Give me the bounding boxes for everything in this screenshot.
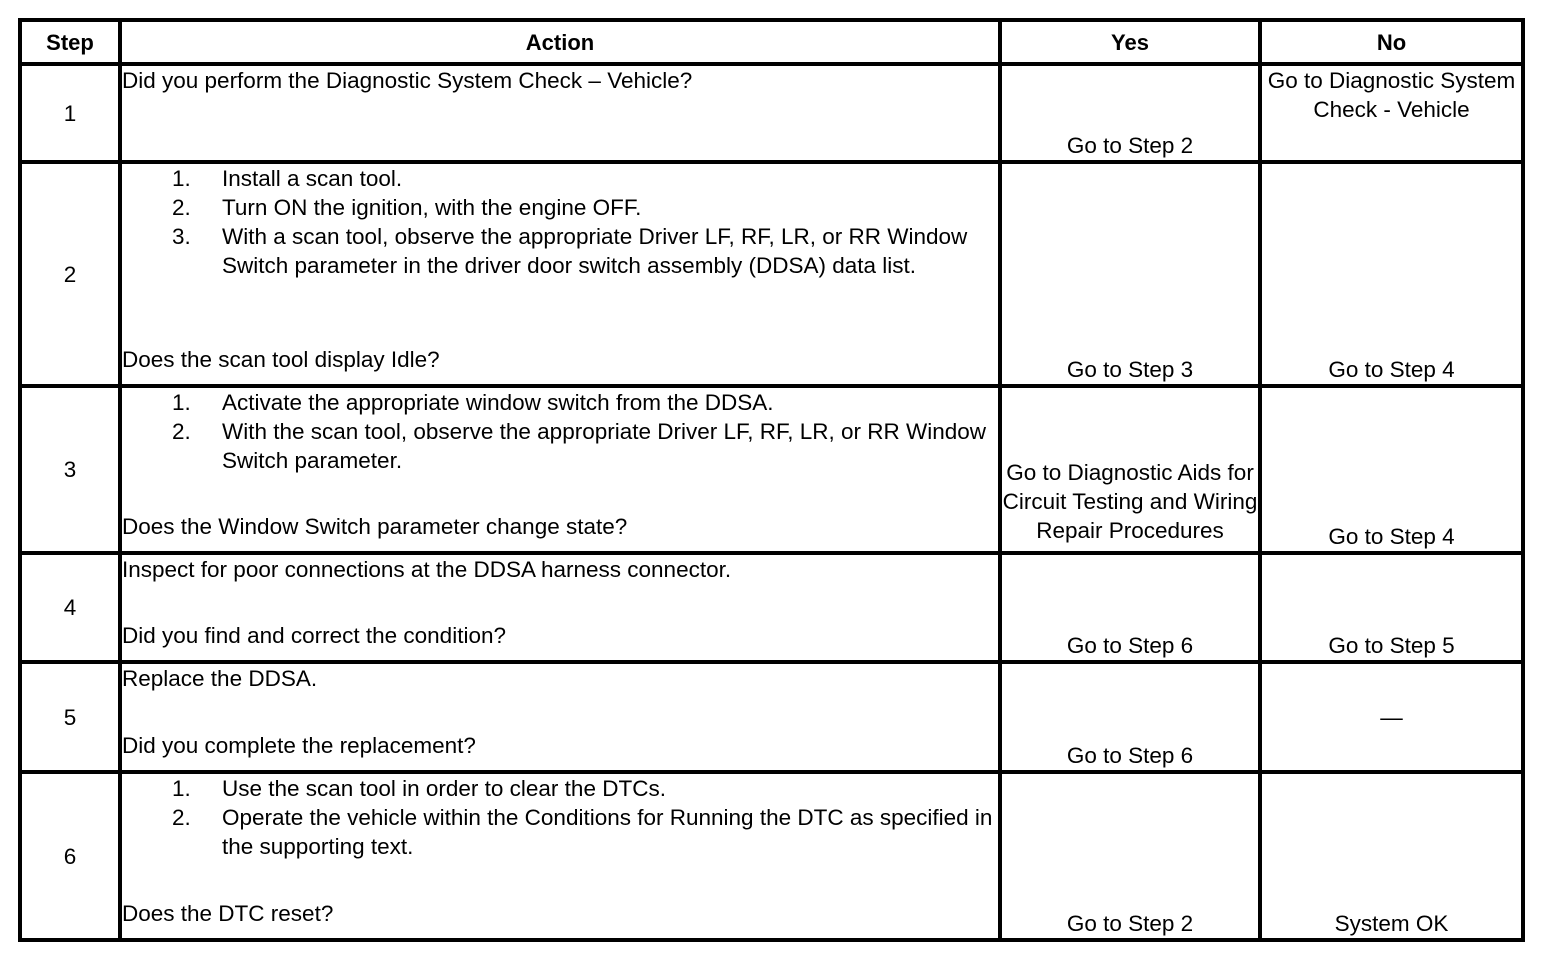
- action-steps: [122, 164, 998, 280]
- yes-result: Go to Step 6: [1000, 662, 1260, 772]
- step-number: 1: [20, 64, 120, 162]
- action-question: Did you complete the replacement?: [122, 733, 476, 758]
- action-cell: [120, 662, 1000, 772]
- yes-result: Go to Step 6: [1000, 553, 1260, 662]
- yes-result: Go to Step 3: [1000, 162, 1260, 386]
- no-result: Go to Diagnostic System Check - Vehicle: [1260, 64, 1523, 162]
- action-intro: Replace the DDSA.: [122, 666, 318, 691]
- list-item: [122, 388, 998, 417]
- step-item-text: With a scan tool, observe the appropriate Driver LF, RF, LR, or RR Window Switch parameter in the driver door switch assembly (DDSA) data list.: [222, 224, 968, 278]
- no-result: Go to Step 4: [1260, 386, 1523, 553]
- table-row: [20, 772, 1523, 940]
- action-question: Does the scan tool display Idle?: [122, 347, 440, 372]
- list-item: [122, 803, 998, 861]
- step-item-number: 1.: [172, 390, 191, 415]
- table-row: [20, 553, 1523, 662]
- yes-result: Go to Step 2: [1000, 772, 1260, 940]
- action-cell: [120, 162, 1000, 386]
- step-item-number: 1.: [172, 166, 191, 191]
- list-item: [122, 222, 998, 280]
- no-result: Go to Step 4: [1260, 162, 1523, 386]
- header-yes: Yes: [1000, 20, 1260, 64]
- diagnostic-table: [18, 18, 1525, 942]
- list-item: [122, 417, 998, 475]
- action-intro: Did you perform the Diagnostic System Check – Vehicle?: [122, 68, 693, 93]
- action-cell: [120, 772, 1000, 940]
- step-item-text: Install a scan tool.: [222, 166, 403, 191]
- step-item-number: 2.: [172, 195, 191, 220]
- action-cell: [120, 553, 1000, 662]
- action-question: Did you find and correct the condition?: [122, 623, 506, 648]
- no-result: Go to Step 5: [1260, 553, 1523, 662]
- no-result: System OK: [1260, 772, 1523, 940]
- action-cell: [120, 386, 1000, 553]
- action-intro: Inspect for poor connections at the DDSA harness connector.: [122, 557, 732, 582]
- step-item-number: 2.: [172, 419, 191, 444]
- action-steps: [122, 774, 998, 861]
- action-question: Does the DTC reset?: [122, 901, 334, 926]
- header-no: No: [1260, 20, 1523, 64]
- step-item-number: 2.: [172, 805, 191, 830]
- step-number: 3: [20, 386, 120, 553]
- step-item-text: With the scan tool, observe the appropriate Driver LF, RF, LR, or RR Window Switch parameter.: [222, 419, 987, 473]
- step-item-text: Activate the appropriate window switch from the DDSA.: [222, 390, 774, 415]
- step-item-number: 3.: [172, 224, 191, 249]
- list-item: [122, 193, 998, 222]
- table-row: [20, 386, 1523, 553]
- step-number: 5: [20, 662, 120, 772]
- table-row: [20, 662, 1523, 772]
- action-question: Does the Window Switch parameter change state?: [122, 514, 628, 539]
- action-cell: [120, 64, 1000, 162]
- list-item: [122, 774, 998, 803]
- header-step: Step: [20, 20, 120, 64]
- action-steps: [122, 388, 998, 475]
- list-item: [122, 164, 998, 193]
- header-row: [20, 20, 1523, 64]
- no-result: —: [1260, 662, 1523, 772]
- step-item-number: 1.: [172, 776, 191, 801]
- yes-result: Go to Diagnostic Aids for Circuit Testing and Wiring Repair Procedures: [1000, 386, 1260, 553]
- yes-result: Go to Step 2: [1000, 64, 1260, 162]
- step-number: 4: [20, 553, 120, 662]
- table-row: [20, 64, 1523, 162]
- step-item-text: Use the scan tool in order to clear the DTCs.: [222, 776, 666, 801]
- header-action: Action: [120, 20, 1000, 64]
- table-row: [20, 162, 1523, 386]
- step-item-text: Turn ON the ignition, with the engine OFF.: [222, 195, 642, 220]
- step-number: 6: [20, 772, 120, 940]
- step-number: 2: [20, 162, 120, 386]
- step-item-text: Operate the vehicle within the Conditions for Running the DTC as specified in the supporting text.: [222, 805, 993, 859]
